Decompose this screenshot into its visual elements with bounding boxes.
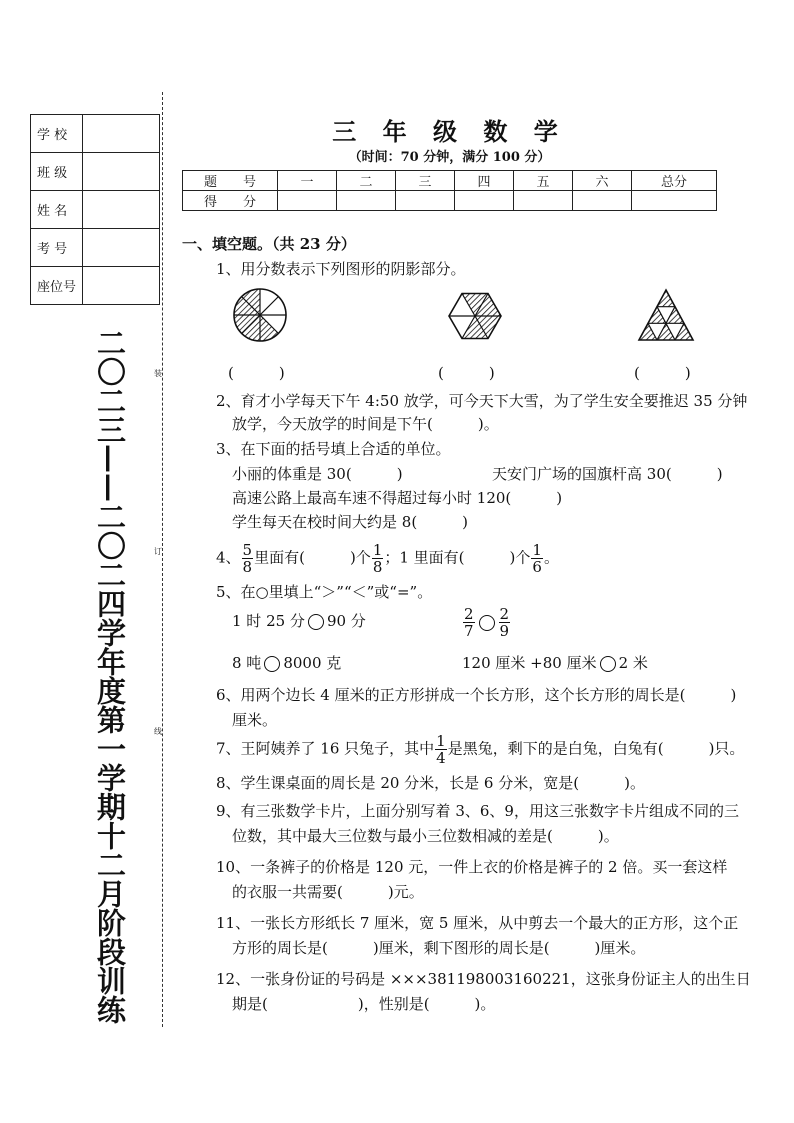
question-9-line-2: 位数，其中最大三位数与最小三位数相减的差是( )。 xyxy=(232,827,619,845)
score-cell[interactable] xyxy=(396,191,455,211)
question-2-line-2: 放学，今天放学的时间是下午( )。 xyxy=(232,415,499,433)
compare-right: 90 分 xyxy=(326,612,366,630)
info-row-school xyxy=(31,115,159,153)
q4-prefix: 4、 xyxy=(216,548,241,567)
score-cell[interactable] xyxy=(632,191,717,211)
exam-time-info: （时间：70 分钟，满分 100 分） xyxy=(348,150,551,165)
seat-field[interactable] xyxy=(83,267,159,304)
question-6-line-2: 厘米。 xyxy=(232,711,278,729)
compare-right: 8000 克 xyxy=(283,654,342,672)
question-6-line-1: 6、用两个边长 4 厘米的正方形拼成一个长方形，这个长方形的周长是( ) xyxy=(216,686,737,704)
fraction-2-9 xyxy=(499,606,511,639)
question-11-line-1: 11、一张长方形纸长 7 厘米，宽 5 厘米，从中剪去一个最大的正方形，这个正 xyxy=(216,914,739,932)
fraction-1-8 xyxy=(372,542,384,575)
shaded-triangle-figure xyxy=(637,288,695,344)
q4-end: 。 xyxy=(543,548,559,567)
score-table-row xyxy=(183,191,717,211)
compare-circle[interactable] xyxy=(264,656,280,672)
compare-left: 120 厘米 +80 厘米 xyxy=(462,654,597,672)
info-row-name xyxy=(31,191,159,229)
question-3b: 天安门广场的国旗杆高 30( ) xyxy=(492,465,723,483)
answer-blank-triangle[interactable]: ( ) xyxy=(634,364,691,382)
shaded-circle-figure xyxy=(232,287,288,343)
denominator: 8 xyxy=(242,558,253,576)
question-12-line-1: 12、一张身份证的号码是 ×××381198003160221，这张身份证主人的出生日 xyxy=(216,970,751,988)
info-label: 学 校 xyxy=(31,115,83,152)
q4-text-1: 里面有( )个 xyxy=(254,548,371,567)
numerator: 1 xyxy=(532,541,542,559)
score-header-cell: 六 xyxy=(573,171,632,191)
score-header-cell: 二 xyxy=(337,171,396,191)
score-header-cell: 总分 xyxy=(632,171,717,191)
question-9-line-1: 9、有三张数学卡片，上面分别写着 3、6、9，用这三张数字卡片组成不同的三 xyxy=(216,802,739,820)
compare-4 xyxy=(462,653,648,673)
name-field[interactable] xyxy=(83,191,159,228)
compare-circle[interactable] xyxy=(479,615,495,631)
shaded-hexagon-figure xyxy=(447,290,503,342)
vertical-exam-title: 二〇二三——二〇二四学年度第一学期十二月阶段训练 xyxy=(93,328,127,1024)
compare-1 xyxy=(232,611,366,631)
compare-right: 2 米 xyxy=(618,654,648,672)
score-cell[interactable] xyxy=(337,191,396,211)
numerator: 1 xyxy=(372,541,383,559)
fraction-1-4 xyxy=(435,733,447,766)
score-header-cell: 题 号 xyxy=(183,171,278,191)
info-label: 考 号 xyxy=(31,229,83,266)
compare-left: 8 吨 xyxy=(232,654,262,672)
question-7 xyxy=(216,733,744,766)
numerator: 1 xyxy=(436,732,446,750)
exam-number-field[interactable] xyxy=(83,229,159,266)
denominator: 4 xyxy=(436,749,446,767)
question-2-line-1: 2、育才小学每天下午 4:50 放学，可今天下大雪，为了学生安全要推迟 35 分钟 xyxy=(216,392,748,410)
answer-blank-circle[interactable]: ( ) xyxy=(228,364,285,382)
answer-blank-hexagon[interactable]: ( ) xyxy=(438,364,495,382)
denominator: 7 xyxy=(464,622,474,640)
question-3a: 小丽的体重是 30( ) xyxy=(232,465,403,483)
question-3: 3、在下面的括号填上合适的单位。 xyxy=(216,440,451,458)
info-label: 座位号 xyxy=(31,267,83,304)
score-cell[interactable] xyxy=(278,191,337,211)
binding-cut-line xyxy=(162,92,163,1027)
compare-2 xyxy=(462,606,511,639)
score-header-cell: 一 xyxy=(278,171,337,191)
q7-text-1: 7、王阿姨养了 16 只兔子，其中 xyxy=(216,739,435,758)
numerator: 2 xyxy=(499,605,510,623)
compare-left: 1 时 25 分 xyxy=(232,612,305,630)
compare-circle[interactable] xyxy=(600,656,616,672)
student-info-box xyxy=(30,114,160,305)
class-field[interactable] xyxy=(83,153,159,190)
question-11-line-2: 方形的周长是( )厘米，剩下图形的周长是( )厘米。 xyxy=(232,939,646,957)
compare-circle[interactable] xyxy=(308,614,324,630)
section-heading: 一、填空题。（共 23 分） xyxy=(182,235,356,253)
score-table-header xyxy=(183,171,717,191)
q4-text-2: ；1 里面有( )个 xyxy=(384,548,531,567)
question-1: 1、用分数表示下列图形的阴影部分。 xyxy=(216,260,466,278)
question-8: 8、学生课桌面的周长是 20 分米，长是 6 分米，宽是( )。 xyxy=(216,774,645,792)
info-row-seat xyxy=(31,267,159,304)
question-5: 5、在○里填上“＞”“＜”或“=”。 xyxy=(216,583,433,601)
fraction-1-6 xyxy=(531,542,543,575)
fraction-5-8 xyxy=(242,542,254,575)
question-12-line-2: 期是( )，性别是( )。 xyxy=(232,995,496,1013)
q7-text-2: 是黑兔，剩下的是白兔，白兔有( )只。 xyxy=(447,739,745,758)
numerator: 2 xyxy=(464,605,474,623)
denominator: 9 xyxy=(499,622,510,640)
info-label: 姓 名 xyxy=(31,191,83,228)
score-table xyxy=(182,170,717,211)
score-cell[interactable] xyxy=(455,191,514,211)
score-header-cell: 五 xyxy=(514,171,573,191)
numerator: 5 xyxy=(242,541,253,559)
school-field[interactable] xyxy=(83,115,159,152)
denominator: 8 xyxy=(372,558,383,576)
score-row-label: 得 分 xyxy=(183,191,278,211)
question-10-line-2: 的衣服一共需要( )元。 xyxy=(232,883,424,901)
info-label: 班 级 xyxy=(31,153,83,190)
score-cell[interactable] xyxy=(514,191,573,211)
info-row-exam-number xyxy=(31,229,159,267)
question-10-line-1: 10、一条裤子的价格是 120 元，一件上衣的价格是裤子的 2 倍。买一套这样 xyxy=(216,858,728,876)
denominator: 6 xyxy=(532,558,542,576)
score-header-cell: 四 xyxy=(455,171,514,191)
question-4 xyxy=(216,542,559,575)
compare-3 xyxy=(232,653,341,673)
question-3d: 学生每天在校时间大约是 8( ) xyxy=(232,513,469,531)
score-header-cell: 三 xyxy=(396,171,455,191)
score-cell[interactable] xyxy=(573,191,632,211)
info-row-class xyxy=(31,153,159,191)
binding-mark-ding: 订 xyxy=(154,547,162,556)
question-3c: 高速公路上最高车速不得超过每小时 120( ) xyxy=(232,489,563,507)
fraction-2-7 xyxy=(463,606,475,639)
binding-mark-xian: 线 xyxy=(154,727,162,736)
page-title: 三 年 级 数 学 xyxy=(332,117,567,146)
binding-mark-zhuang: 装 xyxy=(154,369,162,378)
